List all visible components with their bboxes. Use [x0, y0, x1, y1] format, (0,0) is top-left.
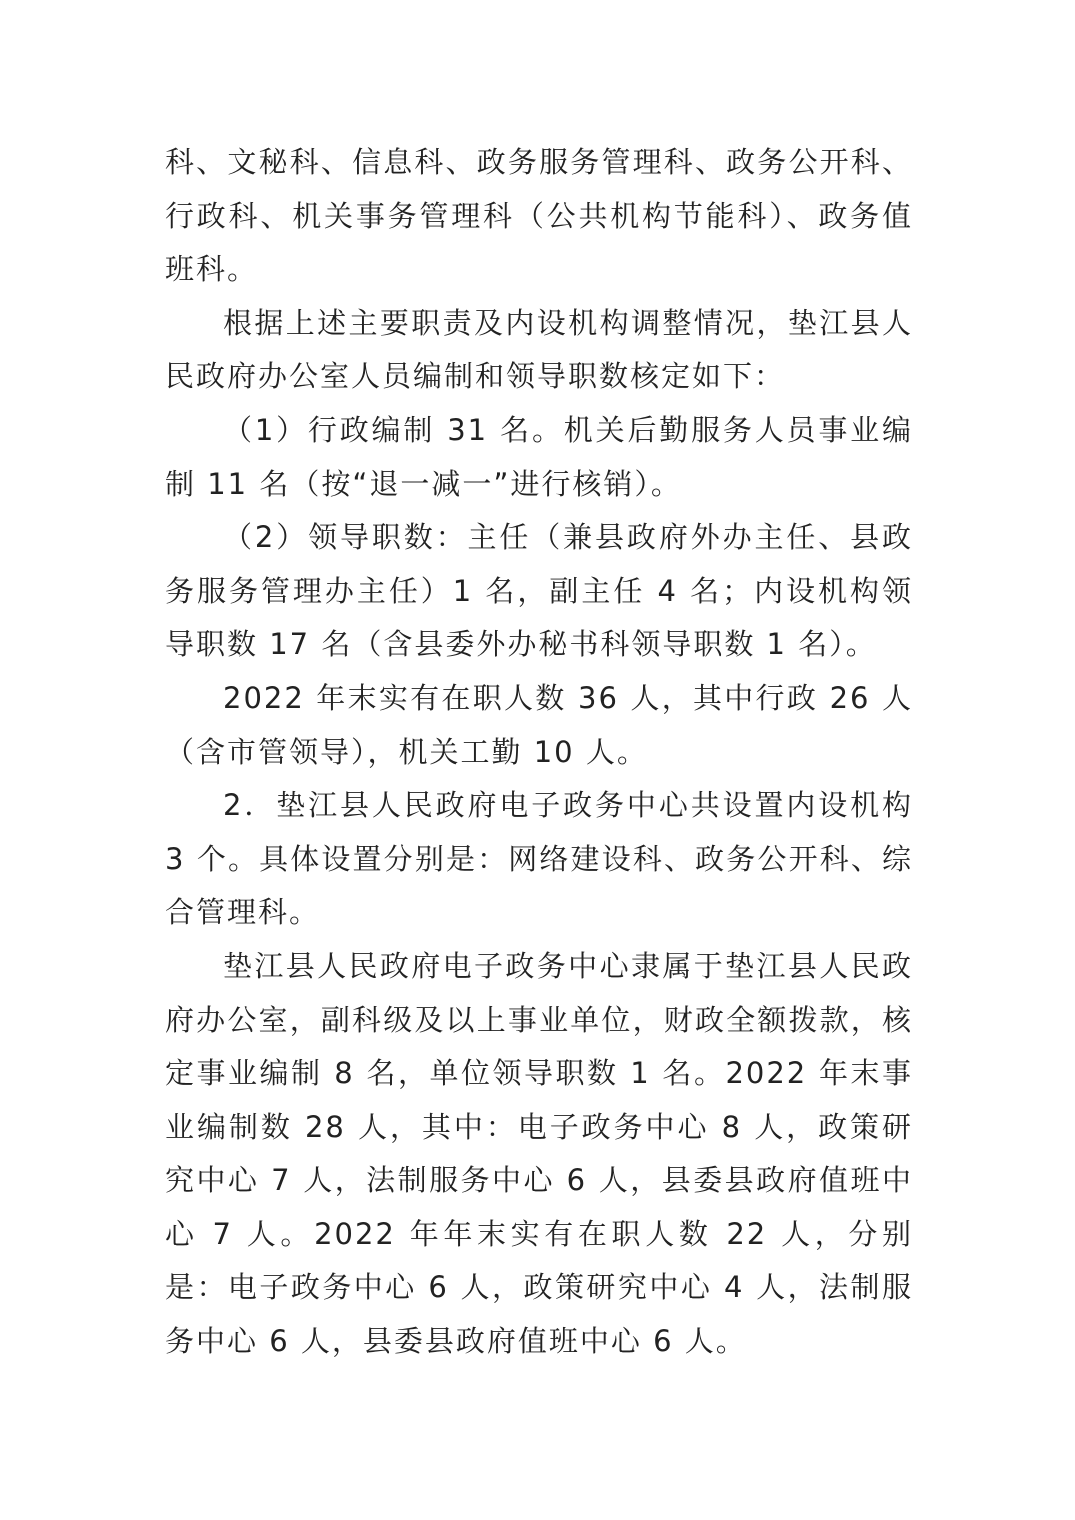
paragraph-leadership-quota: （2）领导职数：主任（兼县政府外办主任、县政务服务管理办主任）1 名，副主任 4 名；内设机构领导职数 17 名（含县委外办秘书科领导职数 1 名）。 [165, 520, 913, 662]
document-body [165, 136, 913, 1369]
paragraph-staffing-intro: 根据上述主要职责及内设机构调整情况，垫江县人民政府办公室人员编制和领导职数核定如下： [165, 305, 913, 394]
paragraph-admin-quota: （1）行政编制 31 名。机关后勤服务人员事业编制 11 名（按“退一减一”进行核销）。 [165, 412, 913, 501]
paragraph-continuation: 科、文秘科、信息科、政务服务管理科、政务公开科、行政科、机关事务管理科（公共机构节能科）、政务值班科。 [165, 145, 913, 287]
paragraph-2022-staff: 2022 年末实有在职人数 36 人，其中行政 26 人（含市管领导），机关工勤 10 人。 [165, 680, 913, 769]
paragraph-e-gov-structure: 2．垫江县人民政府电子政务中心共设置内设机构 3 个。具体设置分别是：网络建设科、政务公开科、综合管理科。 [165, 788, 913, 930]
paragraph-e-gov-staffing: 垫江县人民政府电子政务中心隶属于垫江县人民政府办公室，副科级及以上事业单位，财政全额拨款，核定事业编制 8 名，单位领导职数 1 名。2022 年末事业编制数 28 人，其中：电子政务中心 8 人，政策研究中心 7 人，法制服务中心 6 人，县委县政府值班中心 7 人。2022 年年末实有在职人数 22 人，分别是：电子政务中心 6 人，政策研究中心 4 人，法制服务中心 6 人，县委县政府值班中心 6 人。 [165, 948, 913, 1359]
